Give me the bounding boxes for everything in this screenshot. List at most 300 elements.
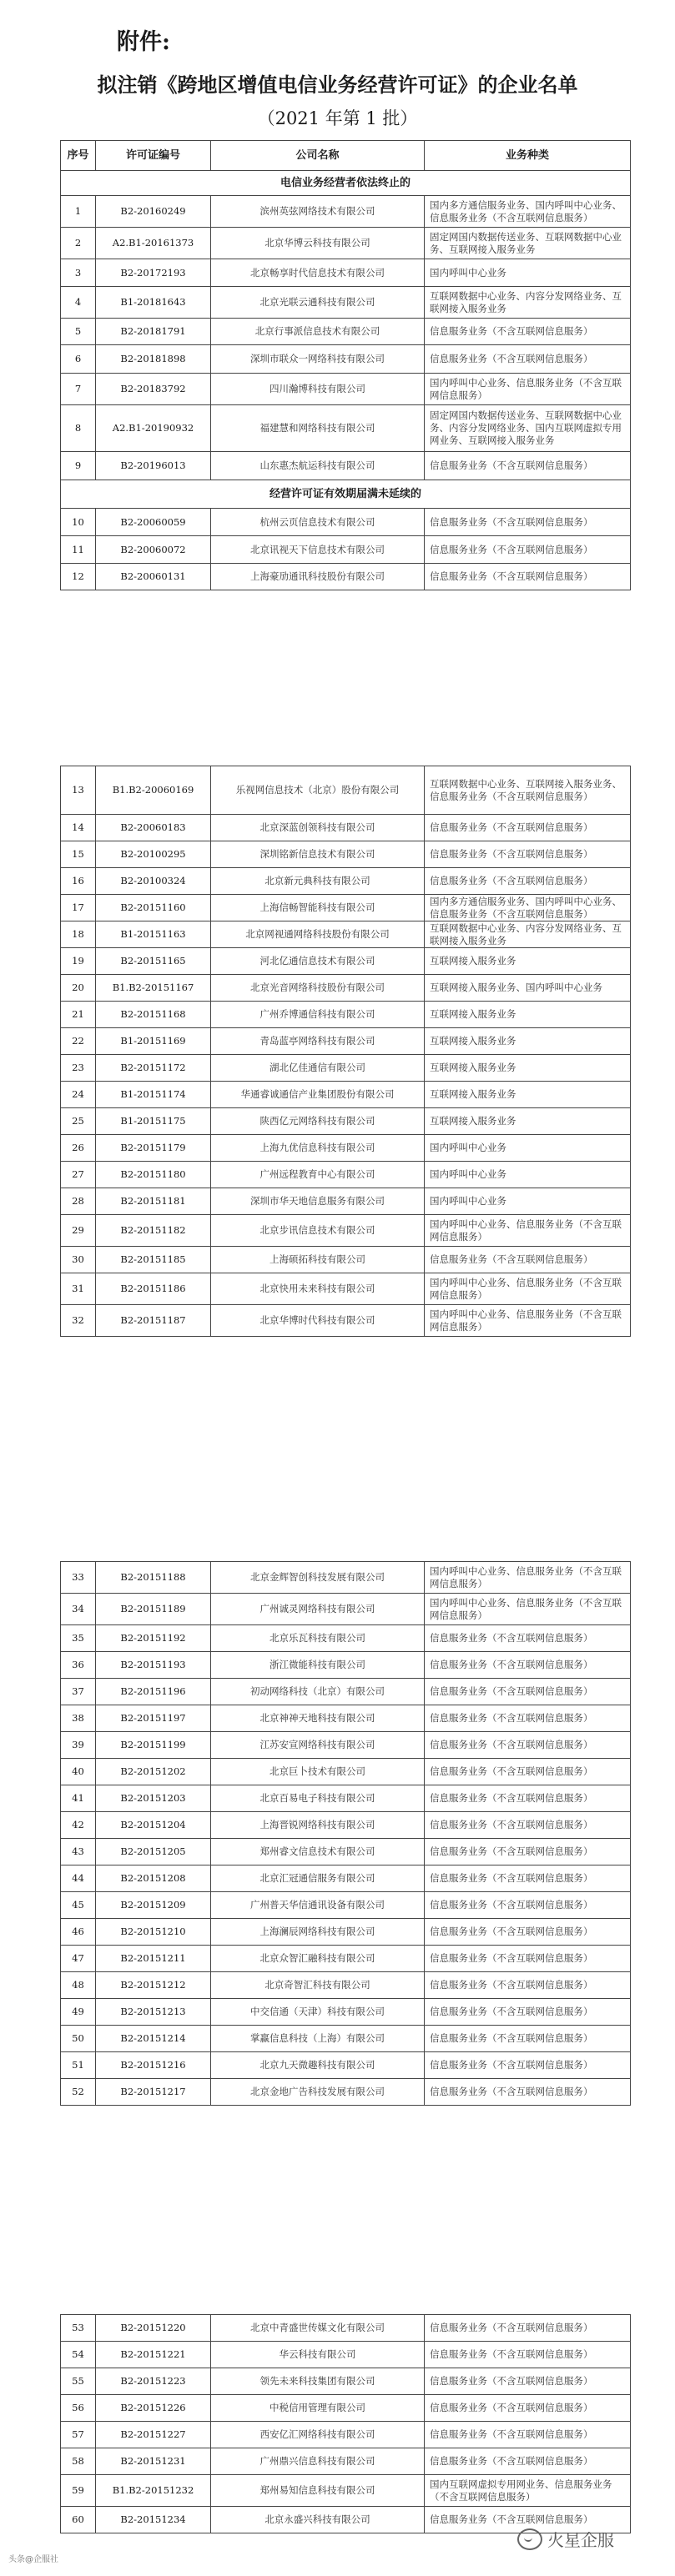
service-type: 信息服务业务（不含互联网信息服务）: [425, 1946, 631, 1972]
license-number: B2-20151196: [96, 1679, 211, 1705]
table-row: [61, 564, 631, 590]
license-number: B2-20151192: [96, 1625, 211, 1652]
license-table-part-1: [60, 140, 631, 590]
company-name: 北京讯视天下信息技术有限公司: [211, 536, 425, 564]
service-type: 信息服务业务（不含互联网信息服务）: [425, 2507, 631, 2533]
company-name: 北京乐瓦科技有限公司: [211, 1625, 425, 1652]
table-row: [61, 2026, 631, 2052]
table-row: [61, 1135, 631, 1162]
license-number: B2-20151209: [96, 1892, 211, 1919]
table-row: [61, 1679, 631, 1705]
company-name: 郑州睿文信息技术有限公司: [211, 1839, 425, 1865]
row-number: 20: [61, 975, 96, 1002]
row-number: 4: [61, 287, 96, 319]
table-row: [61, 1999, 631, 2026]
table-row: [61, 1273, 631, 1305]
service-type: 国内呼叫中心业务、信息服务业务（不含互联网信息服务）: [425, 1215, 631, 1247]
table-row: [61, 1188, 631, 1215]
service-type: 国内呼叫中心业务、信息服务业务（不含互联网信息服务）: [425, 374, 631, 405]
row-number: 18: [61, 921, 96, 948]
table-row: [61, 196, 631, 228]
table-row: [61, 1247, 631, 1273]
company-name: 北京永盛兴科技有限公司: [211, 2507, 425, 2533]
table-row: [61, 2448, 631, 2475]
license-number: B2-20151212: [96, 1972, 211, 1999]
row-number: 55: [61, 2368, 96, 2395]
table-row: [61, 1055, 631, 1082]
license-number: B2-20151223: [96, 2368, 211, 2395]
table-row: [61, 1919, 631, 1946]
license-number: B2-20151213: [96, 1999, 211, 2026]
table-row: [61, 1865, 631, 1892]
table-row: [61, 1162, 631, 1188]
service-type: 信息服务业务（不含互联网信息服务）: [425, 1247, 631, 1273]
company-name: 北京金地广告科技发展有限公司: [211, 2079, 425, 2106]
table-row: [61, 2395, 631, 2422]
company-name: 浙江微能科技有限公司: [211, 1652, 425, 1679]
row-number: 3: [61, 259, 96, 287]
service-type: 信息服务业务（不含互联网信息服务）: [425, 1625, 631, 1652]
row-number: 47: [61, 1946, 96, 1972]
watermark-right-text: 火星企服: [547, 2530, 614, 2550]
row-number: 44: [61, 1865, 96, 1892]
service-type: 信息服务业务（不含互联网信息服务）: [425, 345, 631, 374]
table-row: [61, 895, 631, 921]
table-row: [61, 536, 631, 564]
service-type: 固定网国内数据传送业务、互联网数据中心业务、互联网接入服务业务: [425, 228, 631, 259]
license-number: B2-20151202: [96, 1759, 211, 1785]
license-number: B2-20151221: [96, 2342, 211, 2368]
license-number: B2-20151220: [96, 2315, 211, 2342]
row-number: 33: [61, 1562, 96, 1594]
table-row: [61, 2052, 631, 2079]
table-row: [61, 1732, 631, 1759]
license-number: B2-20151181: [96, 1188, 211, 1215]
row-number: 50: [61, 2026, 96, 2052]
table-row: [61, 345, 631, 374]
license-number: B1-20151163: [96, 921, 211, 948]
company-name: 河北亿通信息技术有限公司: [211, 948, 425, 975]
table-row: [61, 1215, 631, 1247]
service-type: 信息服务业务（不含互联网信息服务）: [425, 1812, 631, 1839]
license-number: B1-20151174: [96, 1082, 211, 1108]
license-number: B2-20151179: [96, 1135, 211, 1162]
license-number: B1-20151169: [96, 1028, 211, 1055]
company-name: 深圳市华天地信息服务有限公司: [211, 1188, 425, 1215]
company-name: 北京神神天地科技有限公司: [211, 1705, 425, 1732]
license-number: B2-20100295: [96, 841, 211, 868]
service-type: 信息服务业务（不含互联网信息服务）: [425, 2368, 631, 2395]
license-number: B2-20151185: [96, 1247, 211, 1273]
table-row: [61, 2475, 631, 2507]
license-number: B2-20151197: [96, 1705, 211, 1732]
company-name: 华云科技有限公司: [211, 2342, 425, 2368]
table-row: [61, 374, 631, 405]
row-number: 21: [61, 1002, 96, 1028]
service-type: 信息服务业务（不含互联网信息服务）: [425, 2026, 631, 2052]
company-name: 初动网络科技（北京）有限公司: [211, 1679, 425, 1705]
company-name: 杭州云页信息技术有限公司: [211, 509, 425, 536]
company-name: 上海硕拓科技有限公司: [211, 1247, 425, 1273]
company-name: 北京光联云通科技有限公司: [211, 287, 425, 319]
license-table-part-3: [60, 1561, 631, 2106]
section-row-expired: [61, 480, 631, 509]
row-number: 31: [61, 1273, 96, 1305]
license-number: B2-20151214: [96, 2026, 211, 2052]
service-type: 互联网接入服务业务: [425, 1108, 631, 1135]
service-type: 固定网国内数据传送业务、互联网数据中心业务、内容分发网络业务、国内互联网虚拟专用网业务、互联网接入服务业务: [425, 405, 631, 452]
row-number: 22: [61, 1028, 96, 1055]
company-name: 北京众智汇融科技有限公司: [211, 1946, 425, 1972]
license-number: B2-20151210: [96, 1919, 211, 1946]
company-name: 陕西亿元网络科技有限公司: [211, 1108, 425, 1135]
service-type: 信息服务业务（不含互联网信息服务）: [425, 2315, 631, 2342]
service-type: 信息服务业务（不含互联网信息服务）: [425, 452, 631, 480]
license-number: B2-20151187: [96, 1305, 211, 1337]
license-number: B2-20151182: [96, 1215, 211, 1247]
license-number: B2-20151211: [96, 1946, 211, 1972]
row-number: 40: [61, 1759, 96, 1785]
company-name: 福建慧和网络科技有限公司: [211, 405, 425, 452]
table-row: [61, 1812, 631, 1839]
license-number: B2-20151204: [96, 1812, 211, 1839]
row-number: 43: [61, 1839, 96, 1865]
license-number: B2-20151226: [96, 2395, 211, 2422]
column-header-company: 公司名称: [211, 141, 425, 171]
row-number: 7: [61, 374, 96, 405]
table-row: [61, 2342, 631, 2368]
table-row: [61, 1108, 631, 1135]
license-number: B2-20151186: [96, 1273, 211, 1305]
company-name: 广州远程教育中心有限公司: [211, 1162, 425, 1188]
row-number: 1: [61, 196, 96, 228]
service-type: 信息服务业务（不含互联网信息服务）: [425, 1679, 631, 1705]
service-type: 国内多方通信服务业务、国内呼叫中心业务、信息服务业务（不含互联网信息服务）: [425, 895, 631, 921]
column-header-no: 序号: [61, 141, 96, 171]
table-row: [61, 1082, 631, 1108]
license-table-part-2: [60, 766, 631, 1337]
company-name: 领先未来科技集团有限公司: [211, 2368, 425, 2395]
service-type: 信息服务业务（不含互联网信息服务）: [425, 2079, 631, 2106]
license-number: B2-20196013: [96, 452, 211, 480]
company-name: 上海澜辰网络科技有限公司: [211, 1919, 425, 1946]
license-number: B2-20151168: [96, 1002, 211, 1028]
company-name: 上海信畅智能科技有限公司: [211, 895, 425, 921]
table-row: [61, 841, 631, 868]
row-number: 17: [61, 895, 96, 921]
section-label-expired: 经营许可证有效期届满未延续的: [61, 480, 631, 509]
service-type: 信息服务业务（不含互联网信息服务）: [425, 1785, 631, 1812]
service-type: 信息服务业务（不含互联网信息服务）: [425, 536, 631, 564]
row-number: 42: [61, 1812, 96, 1839]
row-number: 25: [61, 1108, 96, 1135]
service-type: 互联网接入服务业务: [425, 1028, 631, 1055]
company-name: 北京网视通网络科技股份有限公司: [211, 921, 425, 948]
table-row: [61, 1305, 631, 1337]
row-number: 12: [61, 564, 96, 590]
table-row: [61, 1625, 631, 1652]
license-number: B2-20060183: [96, 815, 211, 841]
company-name: 北京深蓝创领科技有限公司: [211, 815, 425, 841]
row-number: 29: [61, 1215, 96, 1247]
table-row: [61, 2315, 631, 2342]
company-name: 华通睿诚通信产业集团股份有限公司: [211, 1082, 425, 1108]
company-name: 湖北亿佳通信有限公司: [211, 1055, 425, 1082]
row-number: 28: [61, 1188, 96, 1215]
table-row: [61, 452, 631, 480]
row-number: 58: [61, 2448, 96, 2475]
license-number: B2-20151231: [96, 2448, 211, 2475]
company-name: 上海九优信息科技有限公司: [211, 1135, 425, 1162]
company-name: 中交信通（天津）科技有限公司: [211, 1999, 425, 2026]
company-name: 深圳市联众一网络科技有限公司: [211, 345, 425, 374]
company-name: 四川瀚博科技有限公司: [211, 374, 425, 405]
table-row: [61, 259, 631, 287]
row-number: 11: [61, 536, 96, 564]
license-number: B2-20151208: [96, 1865, 211, 1892]
license-number: B2-20151160: [96, 895, 211, 921]
section-row-terminated: [61, 171, 631, 196]
license-number: B2-20151199: [96, 1732, 211, 1759]
row-number: 6: [61, 345, 96, 374]
license-number: B1-20181643: [96, 287, 211, 319]
license-number: B2-20060131: [96, 564, 211, 590]
license-number: B2-20160249: [96, 196, 211, 228]
row-number: 46: [61, 1919, 96, 1946]
table-row: [61, 319, 631, 345]
company-name: 北京华博时代科技有限公司: [211, 1305, 425, 1337]
license-number: B2-20151188: [96, 1562, 211, 1594]
license-number: B2-20181791: [96, 319, 211, 345]
company-name: 北京行事派信息技术有限公司: [211, 319, 425, 345]
company-name: 广州普天华信通讯设备有限公司: [211, 1892, 425, 1919]
company-name: 西安亿汇网络科技有限公司: [211, 2422, 425, 2448]
company-name: 江苏安宣网络科技有限公司: [211, 1732, 425, 1759]
table-row: [61, 1652, 631, 1679]
company-name: 北京步讯信息技术有限公司: [211, 1215, 425, 1247]
company-name: 中税信用管理有限公司: [211, 2395, 425, 2422]
service-type: 信息服务业务（不含互联网信息服务）: [425, 2052, 631, 2079]
license-number: B2-20151189: [96, 1594, 211, 1625]
service-type: 互联网接入服务业务: [425, 1002, 631, 1028]
service-type: 信息服务业务（不含互联网信息服务）: [425, 564, 631, 590]
table-row: [61, 975, 631, 1002]
service-type: 信息服务业务（不含互联网信息服务）: [425, 1652, 631, 1679]
row-number: 9: [61, 452, 96, 480]
row-number: 5: [61, 319, 96, 345]
company-name: 上海豪劢通讯科技股份有限公司: [211, 564, 425, 590]
row-number: 8: [61, 405, 96, 452]
section-label-terminated: 电信业务经营者依法终止的: [61, 171, 631, 196]
service-type: 国内呼叫中心业务、信息服务业务（不含互联网信息服务）: [425, 1305, 631, 1337]
watermark-left: 头条@企服社: [8, 2555, 58, 2564]
table-row: [61, 228, 631, 259]
company-name: 广州诚灵网络科技有限公司: [211, 1594, 425, 1625]
table-row: [61, 948, 631, 975]
table-row: [61, 1785, 631, 1812]
row-number: 34: [61, 1594, 96, 1625]
license-number: B1.B2-20151232: [96, 2475, 211, 2507]
service-type: 信息服务业务（不含互联网信息服务）: [425, 815, 631, 841]
company-name: 北京金辉智创科技发展有限公司: [211, 1562, 425, 1594]
company-name: 北京新元典科技有限公司: [211, 868, 425, 895]
service-type: 国内呼叫中心业务: [425, 1135, 631, 1162]
company-name: 北京中青盛世传媒文化有限公司: [211, 2315, 425, 2342]
service-type: 国内呼叫中心业务、信息服务业务（不含互联网信息服务）: [425, 1562, 631, 1594]
row-number: 45: [61, 1892, 96, 1919]
row-number: 36: [61, 1652, 96, 1679]
service-type: 国内互联网虚拟专用网业务、信息服务业务（不含互联网信息服务）: [425, 2475, 631, 2507]
company-name: 北京快用未来科技有限公司: [211, 1273, 425, 1305]
company-name: 掌赢信息科技（上海）有限公司: [211, 2026, 425, 2052]
service-type: 信息服务业务（不含互联网信息服务）: [425, 1972, 631, 1999]
license-number: B2-20151165: [96, 948, 211, 975]
table-row: [61, 405, 631, 452]
document-batch: （2021 年第 1 批）: [257, 108, 418, 128]
row-number: 15: [61, 841, 96, 868]
license-number: B2-20151227: [96, 2422, 211, 2448]
service-type: 信息服务业务（不含互联网信息服务）: [425, 1999, 631, 2026]
service-type: 信息服务业务（不含互联网信息服务）: [425, 509, 631, 536]
service-type: 互联网数据中心业务、内容分发网络业务、互联网接入服务业务: [425, 921, 631, 948]
row-number: 26: [61, 1135, 96, 1162]
row-number: 27: [61, 1162, 96, 1188]
company-name: 山东惠杰航运科技有限公司: [211, 452, 425, 480]
service-type: 信息服务业务（不含互联网信息服务）: [425, 868, 631, 895]
row-number: 39: [61, 1732, 96, 1759]
table-row: [61, 766, 631, 815]
row-number: 2: [61, 228, 96, 259]
service-type: 国内呼叫中心业务: [425, 259, 631, 287]
watermark-right: [517, 2527, 614, 2551]
table-row: [61, 1759, 631, 1785]
row-number: 32: [61, 1305, 96, 1337]
company-name: 深圳铭新信息技术有限公司: [211, 841, 425, 868]
service-type: 信息服务业务（不含互联网信息服务）: [425, 2422, 631, 2448]
service-type: 互联网接入服务业务: [425, 1055, 631, 1082]
license-number: B2-20172193: [96, 259, 211, 287]
row-number: 51: [61, 2052, 96, 2079]
row-number: 38: [61, 1705, 96, 1732]
row-number: 60: [61, 2507, 96, 2533]
company-name: 北京畅享时代信息技术有限公司: [211, 259, 425, 287]
row-number: 24: [61, 1082, 96, 1108]
row-number: 52: [61, 2079, 96, 2106]
document-title: 拟注销《跨地区增值电信业务经营许可证》的企业名单: [97, 73, 578, 97]
license-number: A2.B1-20161373: [96, 228, 211, 259]
service-type: 信息服务业务（不含互联网信息服务）: [425, 2342, 631, 2368]
service-type: 信息服务业务（不含互联网信息服务）: [425, 2395, 631, 2422]
table-row: [61, 1839, 631, 1865]
license-number: A2.B1-20190932: [96, 405, 211, 452]
table-row: [61, 921, 631, 948]
table-row: [61, 287, 631, 319]
column-header-service: 业务种类: [425, 141, 631, 171]
license-number: B1-20151175: [96, 1108, 211, 1135]
service-type: 信息服务业务（不含互联网信息服务）: [425, 1759, 631, 1785]
row-number: 48: [61, 1972, 96, 1999]
row-number: 57: [61, 2422, 96, 2448]
license-number: B2-20060072: [96, 536, 211, 564]
company-name: 郑州易知信息科技有限公司: [211, 2475, 425, 2507]
table-row: [61, 2079, 631, 2106]
row-number: 41: [61, 1785, 96, 1812]
service-type: 信息服务业务（不含互联网信息服务）: [425, 1839, 631, 1865]
license-number: B2-20100324: [96, 868, 211, 895]
license-number: B2-20181898: [96, 345, 211, 374]
wechat-logo-icon: [517, 2528, 542, 2550]
company-name: 上海晋锐网络科技有限公司: [211, 1812, 425, 1839]
row-number: 19: [61, 948, 96, 975]
license-number: B1.B2-20060169: [96, 766, 211, 815]
column-header-license: 许可证编号: [96, 141, 211, 171]
company-name: 北京华博云科技有限公司: [211, 228, 425, 259]
row-number: 54: [61, 2342, 96, 2368]
company-name: 青岛蓝亭网络科技有限公司: [211, 1028, 425, 1055]
service-type: 互联网数据中心业务、互联网接入服务业务、信息服务业务（不含互联网信息服务）: [425, 766, 631, 815]
service-type: 信息服务业务（不含互联网信息服务）: [425, 841, 631, 868]
table-row: [61, 1946, 631, 1972]
service-type: 互联网接入服务业务: [425, 948, 631, 975]
row-number: 14: [61, 815, 96, 841]
table-row: [61, 2422, 631, 2448]
license-number: B2-20151216: [96, 2052, 211, 2079]
company-name: 广州乔博通信科技有限公司: [211, 1002, 425, 1028]
row-number: 53: [61, 2315, 96, 2342]
service-type: 国内呼叫中心业务、信息服务业务（不含互联网信息服务）: [425, 1273, 631, 1305]
license-number: B2-20151180: [96, 1162, 211, 1188]
company-name: 北京汇冠通信服务有限公司: [211, 1865, 425, 1892]
service-type: 国内多方通信服务业务、国内呼叫中心业务、信息服务业务（不含互联网信息服务）: [425, 196, 631, 228]
row-number: 10: [61, 509, 96, 536]
table-row: [61, 868, 631, 895]
table-row: [61, 1705, 631, 1732]
table-row: [61, 1562, 631, 1594]
row-number: 23: [61, 1055, 96, 1082]
license-number: B2-20151203: [96, 1785, 211, 1812]
company-name: 北京巨卜技术有限公司: [211, 1759, 425, 1785]
company-name: 广州鼎兴信息科技有限公司: [211, 2448, 425, 2475]
service-type: 互联网接入服务业务、国内呼叫中心业务: [425, 975, 631, 1002]
service-type: 信息服务业务（不含互联网信息服务）: [425, 1865, 631, 1892]
service-type: 信息服务业务（不含互联网信息服务）: [425, 2448, 631, 2475]
service-type: 国内呼叫中心业务: [425, 1162, 631, 1188]
license-table-part-4: [60, 2314, 631, 2533]
row-number: 49: [61, 1999, 96, 2026]
service-type: 国内呼叫中心业务: [425, 1188, 631, 1215]
row-number: 59: [61, 2475, 96, 2507]
license-number: B2-20151234: [96, 2507, 211, 2533]
table-row: [61, 1972, 631, 1999]
table-row: [61, 1028, 631, 1055]
company-name: 北京九天微趣科技有限公司: [211, 2052, 425, 2079]
service-type: 信息服务业务（不含互联网信息服务）: [425, 319, 631, 345]
license-number: B1.B2-20151167: [96, 975, 211, 1002]
service-type: 信息服务业务（不含互联网信息服务）: [425, 1919, 631, 1946]
license-number: B2-20151193: [96, 1652, 211, 1679]
row-number: 16: [61, 868, 96, 895]
table-row: [61, 1002, 631, 1028]
row-number: 37: [61, 1679, 96, 1705]
service-type: 国内呼叫中心业务、信息服务业务（不含互联网信息服务）: [425, 1594, 631, 1625]
table-row: [61, 2368, 631, 2395]
company-name: 滨州英弦网络技术有限公司: [211, 196, 425, 228]
table-row: [61, 815, 631, 841]
table-row: [61, 1892, 631, 1919]
license-number: B2-20151205: [96, 1839, 211, 1865]
row-number: 13: [61, 766, 96, 815]
table-row: [61, 1594, 631, 1625]
